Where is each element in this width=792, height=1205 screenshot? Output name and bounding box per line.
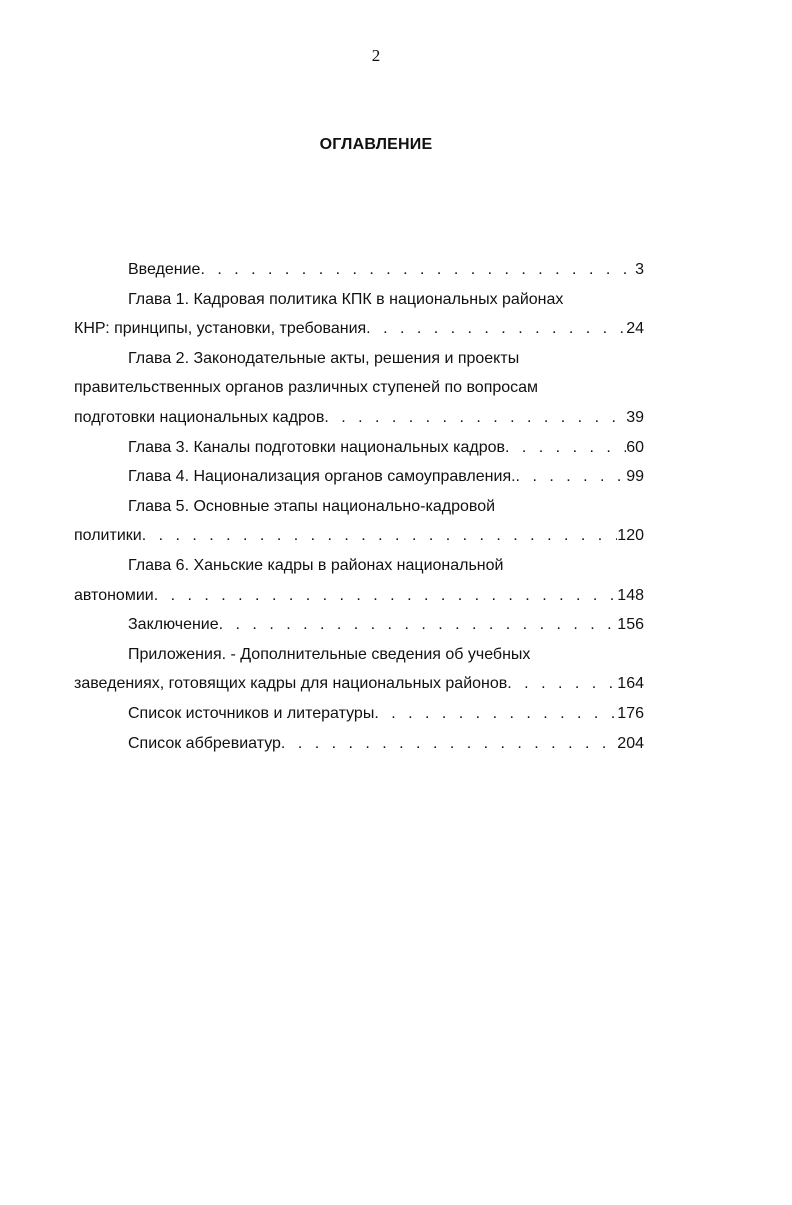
toc-entry-chapter-6 [74, 551, 644, 610]
page-title: ОГЛАВЛЕНИЕ [319, 136, 433, 153]
toc-entry-title: Введение [128, 261, 201, 278]
toc-line: Глава 2. Законодательные акты, решения и проекты [128, 349, 520, 367]
toc-entry-title: КНР: принципы, установки, требования [74, 320, 367, 338]
toc-line [74, 729, 644, 759]
toc-line [74, 699, 644, 729]
toc-page-number: 176 [617, 704, 644, 722]
dot-leader [374, 699, 617, 729]
toc-line [74, 462, 644, 492]
toc-line: Глава 6. Ханьские кадры в районах национальной [128, 556, 504, 574]
toc-line: правительственных органов различных ступеней по вопросам [74, 379, 539, 397]
dot-leader [281, 729, 617, 759]
toc-entry-intro [74, 255, 644, 285]
toc-entry-title: заведениях, готовящих кадры для национальных районов [74, 675, 508, 693]
toc-line [74, 255, 644, 285]
toc-entry-title: Глава 3. Каналы подготовки национальных кадров [128, 438, 505, 456]
toc-line [74, 433, 644, 463]
toc-entry-sources [74, 699, 644, 729]
dot-leader [219, 610, 618, 640]
toc-entry-appendix [74, 640, 644, 699]
toc-entry-chapter-1 [74, 285, 644, 344]
toc-entry-title: Список аббревиатур [128, 734, 281, 752]
toc-line: Глава 1. Кадровая политика КПК в национальных районах [128, 290, 564, 308]
toc-page-number: 99 [626, 468, 644, 486]
toc-entry-title: Список источников и литературы [128, 704, 375, 722]
dot-leader [516, 462, 627, 492]
toc-line [74, 610, 644, 640]
toc-page-number: 156 [617, 616, 644, 634]
toc-line [74, 521, 644, 551]
dot-leader [366, 314, 626, 344]
toc-line [74, 403, 644, 433]
toc-entry-chapter-5 [74, 492, 644, 551]
dot-leader [154, 581, 618, 611]
toc-entry-title: Глава 4. Национализация органов самоуправления. [128, 468, 516, 486]
toc-entry-conclusion [74, 610, 644, 640]
toc-page-number: 60 [626, 438, 644, 456]
toc-page-number: 204 [617, 734, 644, 752]
toc-line: Глава 5. Основные этапы национально-кадровой [128, 497, 496, 515]
toc-line: Приложения. - Дополнительные сведения об учебных [128, 645, 531, 663]
toc-entry-chapter-4 [74, 462, 644, 492]
toc-line [74, 581, 644, 611]
page-number: 2 [371, 46, 381, 65]
toc-line [74, 669, 644, 699]
toc-entry-title: автономии [74, 586, 154, 604]
dot-leader [200, 255, 635, 285]
toc-entry-abbreviations [74, 729, 644, 759]
toc-page-number: 148 [617, 586, 644, 604]
toc-line [74, 314, 644, 344]
toc-entry-title: Заключение [128, 616, 219, 634]
dot-leader [507, 669, 617, 699]
dot-leader [505, 433, 626, 463]
toc-page-number: 120 [617, 527, 644, 545]
table-of-contents [74, 255, 644, 758]
toc-page-number: 39 [626, 408, 644, 426]
toc-page-number: 3 [635, 261, 644, 278]
dot-leader [324, 403, 626, 433]
toc-entry-chapter-3 [74, 433, 644, 463]
toc-page-number: 24 [626, 320, 644, 338]
toc-entry-title: подготовки национальных кадров [74, 408, 325, 426]
toc-entry-title: политики [74, 527, 142, 545]
dot-leader [142, 521, 618, 551]
toc-entry-chapter-2 [74, 344, 644, 433]
toc-page-number: 164 [617, 675, 644, 693]
